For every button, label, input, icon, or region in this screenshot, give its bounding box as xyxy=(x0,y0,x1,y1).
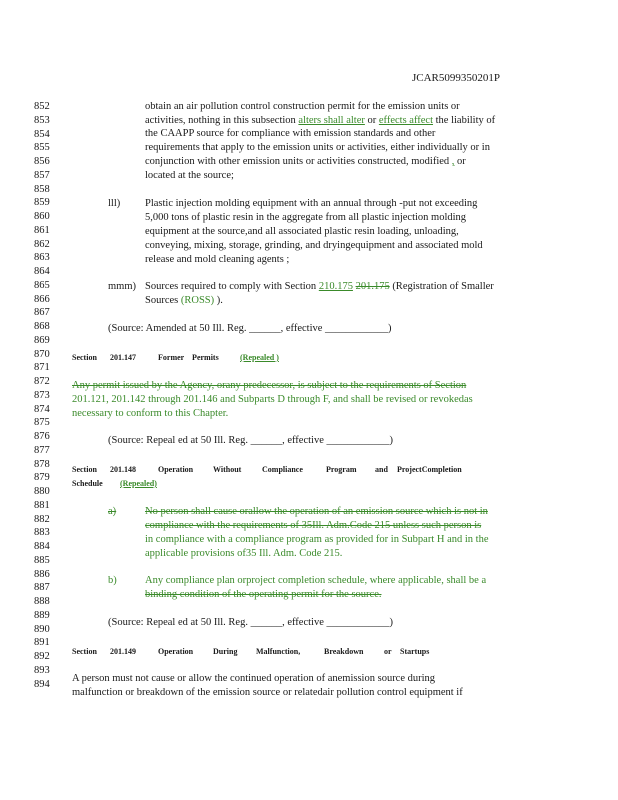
text-line-884: applicable provisions of35 Ill. Adm. Code 215. xyxy=(145,548,343,559)
repealed-tag: (Repealed ) xyxy=(240,353,279,362)
line-number: 867 xyxy=(34,307,50,318)
line-number: 884 xyxy=(34,541,50,552)
inserted-text: 210.175 xyxy=(318,281,353,292)
line-number: 860 xyxy=(34,211,50,222)
deleted-text: 201.175 xyxy=(355,281,390,292)
source-note-889: (Source: Repeal ed at 50 Ill. Reg. ______, effective ____________) xyxy=(108,617,393,628)
line-number: 862 xyxy=(34,239,50,250)
text-line-859: Plastic injection molding equipment with an annual through -put not exceeding xyxy=(145,198,478,209)
line-number: 887 xyxy=(34,582,50,593)
section-label: Section xyxy=(72,465,97,474)
text-line-863: release and mold cleaning agents ; xyxy=(145,254,290,265)
line-number: 859 xyxy=(34,197,50,208)
line-number: 892 xyxy=(34,651,50,662)
item-label-mmm: mmm) xyxy=(108,281,136,292)
line-number: 865 xyxy=(34,280,50,291)
source-note-868: (Source: Amended at 50 Ill. Reg. ______, effective ____________) xyxy=(108,323,392,334)
deleted-line-882: compliance with the requirements of 35Ill. Adm.Code 215 unless such person is xyxy=(145,520,482,531)
deleted-line-887: binding condition of the operating permit for the source. xyxy=(145,589,382,600)
line-number: 878 xyxy=(34,459,50,470)
line-number: 882 xyxy=(34,514,50,525)
repealed-tag: (Repealed) xyxy=(120,479,157,488)
text-line-874: necessary to conform to this Chapter. xyxy=(72,408,229,419)
inserted-text: , xyxy=(451,156,455,167)
text-line-854: the CAAPP source for compliance with emission standards and other xyxy=(145,128,436,139)
text-line-893: A person must not cause or allow the continued operation of anemission source during xyxy=(72,673,436,684)
item-label-lll: lll) xyxy=(108,198,121,209)
line-number: 889 xyxy=(34,610,50,621)
line-number: 868 xyxy=(34,321,50,332)
line-number: 874 xyxy=(34,404,50,415)
inserted-text: alters shall alter xyxy=(298,115,365,126)
line-number: 877 xyxy=(34,445,50,456)
section-label: Section xyxy=(72,647,97,656)
inserted-text: effects affect xyxy=(378,115,434,126)
item-label-a: a) xyxy=(108,506,117,517)
section-number: 201.149 xyxy=(110,647,136,656)
line-number: 875 xyxy=(34,417,50,428)
line-number: 861 xyxy=(34,225,50,236)
line-number: 863 xyxy=(34,252,50,263)
text-line-860: 5,000 tons of plastic resin in the aggregate from all plastic injection molding xyxy=(145,212,467,223)
line-number: 879 xyxy=(34,472,50,483)
text-line-894: malfunction or breakdown of the emission source or relatedair pollution control equipment if xyxy=(72,687,463,698)
line-number: 888 xyxy=(34,596,50,607)
line-number: 890 xyxy=(34,624,50,635)
line-number: 885 xyxy=(34,555,50,566)
text-line-883: in compliance with a compliance program as provided for in Subpart H and in the xyxy=(145,534,489,545)
line-number: 880 xyxy=(34,486,50,497)
text-line-857: located at the source; xyxy=(145,170,234,181)
section-number: 201.147 xyxy=(110,353,136,362)
line-number: 856 xyxy=(34,156,50,167)
text-line-853: activities, nothing in this subsection alters shall alter or effects affect the liability of xyxy=(145,115,496,126)
text-line-886: Any compliance plan orproject completion schedule, where applicable, shall be a xyxy=(145,575,487,586)
line-number: 871 xyxy=(34,362,50,373)
line-number: 870 xyxy=(34,349,50,360)
text-line-852: obtain an air pollution control construction permit for the emission units or xyxy=(145,101,460,112)
line-number: 872 xyxy=(34,376,50,387)
line-number: 854 xyxy=(34,129,50,140)
section-number: 201.148 xyxy=(110,465,136,474)
line-number: 883 xyxy=(34,527,50,538)
document-id: JCAR5099350201P xyxy=(412,72,501,84)
line-number: 894 xyxy=(34,679,50,690)
item-label-b: b) xyxy=(108,575,117,586)
text-line-873: 201.121, 201.142 through 201.146 and Subparts D through F, and shall be revised or revokedas xyxy=(72,394,473,405)
line-number: 893 xyxy=(34,665,50,676)
line-number: 891 xyxy=(34,637,50,648)
line-number: 876 xyxy=(34,431,50,442)
section-title: Former Permits xyxy=(158,353,219,362)
text-line-865: Sources required to comply with Section 210.175 201.175 (Registration of Smaller xyxy=(145,281,494,292)
line-number: 886 xyxy=(34,569,50,580)
line-number: 866 xyxy=(34,294,50,305)
text-line-866: Sources (ROSS) ). xyxy=(145,295,223,306)
text-line-862: conveying, mixing, storage, grinding, and dryingequipment and associated mold xyxy=(145,240,483,251)
text-line-855: requirements that apply to the emission units or activities, either individually or in xyxy=(145,142,490,153)
text-line-861: equipment at the source,and all associated plastic resin loading, unloading, xyxy=(145,226,459,237)
line-number: 858 xyxy=(34,184,50,195)
line-number: 881 xyxy=(34,500,50,511)
section-label: Section xyxy=(72,353,97,362)
deleted-line-881: No person shall cause orallow the operation of an emission source which is not in xyxy=(145,506,488,517)
document-page: JCAR5099350201P 852 853 854 855 856 857 858 859 860 861 862 863 864 865 866 867 868 869 870 871 872 873 874 875 876 877 878 879 880 881 882 883 884 885 886 887 888 889 890 891 892 893 894 obtain an air pollution control construction permit for the emission units or activities, nothing in this subsection alters shall alter or effects affect the liability of the CAAPP source for compliance with emission standards and other requirements that apply to the emission units or activities, either individually or in conjunction with other emission units or activities constructed, modified , or located at the source; lll) Plastic injection molding equipment with an annual through -put not exceeding 5,000 tons of plastic resin in the aggregate from all plastic injection molding equipment at the source,and all associated plastic resin loading, unloading, conveying, mixing, storage, grinding, and dryingequipment and associated mold release and mold cleaning agents ; mmm) Sources required to comply with Section 210.175 201.175 (Registration of Smaller Sources (ROSS) ). (Source: Amended at 50 Ill. Reg. ______, effective ____________) Section 201.147 Former Permits (Repealed ) Any permit issued by the Agency, orany predecessor, is subject to the requirements of Section 201.121, 201.142 through 201.146 and Subparts D through F, and shall be revised or revokedas necessary to conform to this Chapter. (Source: Repeal ed at 50 Ill. Reg. ______, effective ____________) Section 201.148 Operation Without Compliance Program and ProjectCompletion Schedule (Repealed) a) No person shall cause orallow the operation of an emission source which is not in compliance with the requirements of 35Ill. Adm.Code 215 unless such person is in compliance with a compliance program as provided for in Subpart H and in the applicable provisions of35 Ill. Adm. Code 215. b) Any compliance plan orproject completion schedule, where applicable, shall be a binding condition of the operating permit for the source. (Source: Repeal ed at 50 Ill. Reg. ______, effective ____________) Section 201.149 Operation During Malfunction, Breakdown or Startups A person must not cause or allow the continued operation of anemission source during malfunction or breakdown of the emission source or relatedair pollution control equipment if xyxy=(34,72,501,698)
line-number: 855 xyxy=(34,142,50,153)
text-line-856: conjunction with other emission units or activities constructed, modified , or xyxy=(145,156,466,167)
deleted-line-872: Any permit issued by the Agency, orany predecessor, is subject to the requirements of Section xyxy=(72,380,467,391)
source-note-876: (Source: Repeal ed at 50 Ill. Reg. ______, effective ____________) xyxy=(108,435,393,446)
line-number: 864 xyxy=(34,266,50,277)
line-number: 852 xyxy=(34,101,50,112)
line-number: 873 xyxy=(34,390,50,401)
line-number: 869 xyxy=(34,335,50,346)
line-number: 857 xyxy=(34,170,50,181)
line-number: 853 xyxy=(34,115,50,126)
